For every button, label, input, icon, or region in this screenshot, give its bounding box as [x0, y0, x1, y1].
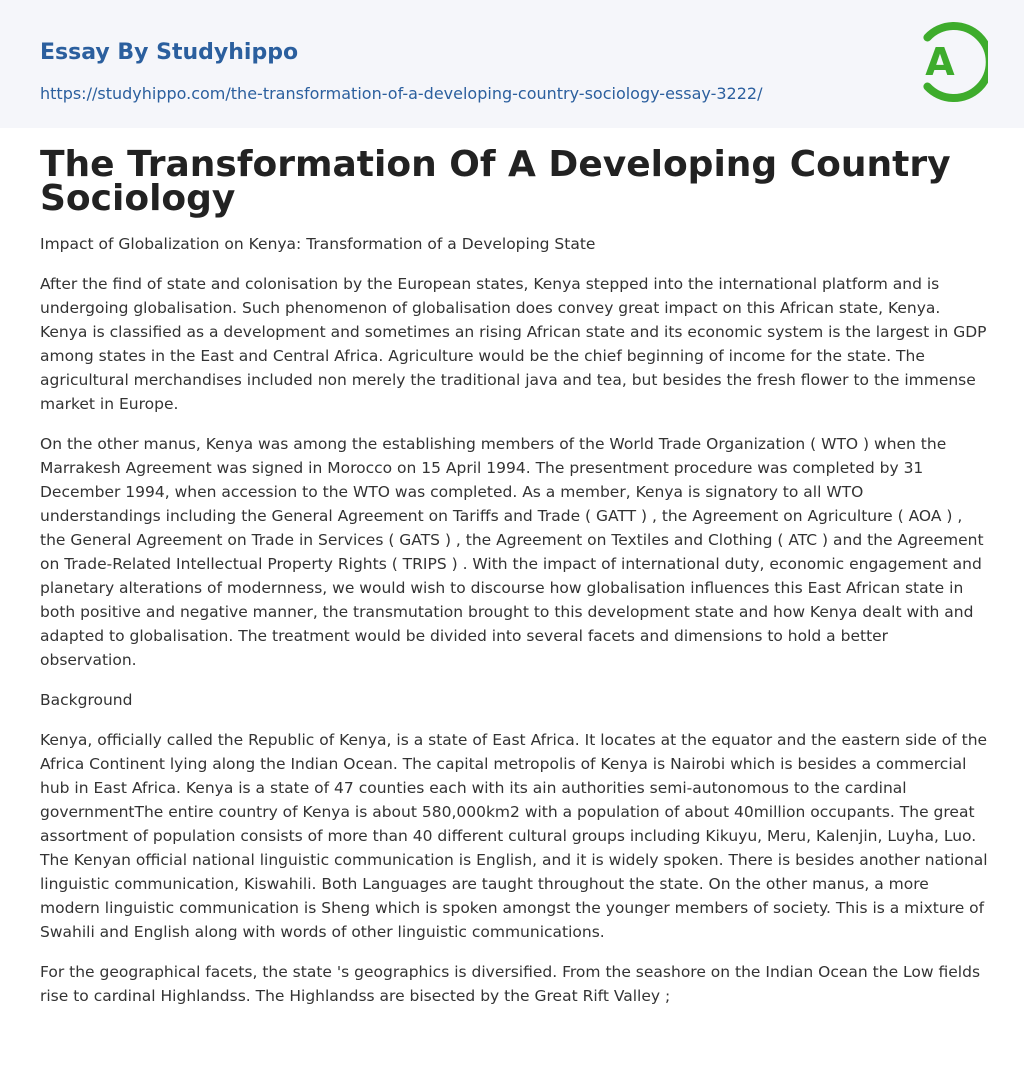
essay-paragraph: Kenya, officially called the Republic of Kenya, is a state of East Africa. It locates at the equator and the eastern side of the Africa Continent lying along the Indian Ocean. The capital metropolis of Kenya is Nairobi which is besides a commercial hub in East Africa. Kenya is a state of 47 counties each with its ain authorities semi-autonomous to the cardinal governmentThe entire country of Kenya is about 580,000km2 with a population of about 40million occupants. The great assortment of population consists of more than 40 different cultural groups including Kikuyu, Meru, Kalenjin, Luyha, Luo. The Kenyan official national linguistic communication is English, and it is widely spoken. There is besides another national linguistic communication, Kiswahili. Both Languages are taught throughout the state. On the other manus, a more modern linguistic communication is Sheng which is spoken amongst the younger members of society. This is a mixture of Swahili and English along with words of other linguistic communications.	[40, 731, 988, 941]
essay-paragraph: After the find of state and colonisation by the European states, Kenya stepped into the international platform and is undergoing globalisation. Such phenomenon of globalisation does convey great impact on this African state, Kenya. Kenya is classified as a development and sometimes an rising African state and its economic system is the largest in GDP among states in the East and Central Africa. Agriculture would be the chief beginning of income for the state. The agricultural merchandises included non merely the traditional java and tea, but besides the fresh flower to the immense market in Europe.	[40, 275, 987, 413]
essay-url-link[interactable]: https://studyhippo.com/the-transformation-of-a-developing-country-sociology-essay-3222/	[40, 84, 763, 103]
svg-text:A: A	[925, 40, 955, 84]
site-header	[0, 0, 1024, 128]
essay-paragraph: For the geographical facets, the state 's geographics is diversified. From the seashore on the Indian Ocean the Low fields rise to cardinal Highlandss. The Highlandss are bisected by the Great Rift Valley ;	[40, 963, 981, 1005]
section-heading-background: Background	[40, 691, 133, 709]
essay-paragraph: On the other manus, Kenya was among the establishing members of the World Trade Organization ( WTO ) when the Marrakesh Agreement was signed in Morocco on 15 April 1994. The presentment procedure was completed by 31 December 1994, when accession to the WTO was completed. As a member, Kenya is signatory to all WTO understandings including the General Agreement on Tariffs and Trade ( GATT ) , the Agreement on Agriculture ( AOA ) , the General Agreement on Trade in Services ( GATS ) , the Agreement on Textiles and Clothing ( ATC ) and the Agreement on Trade-Related Intellectual Property Rights ( TRIPS ) . With the impact of international duty, economic engagement and planetary alterations of modernness, we would wish to discourse how globalisation influences this East African state in both positive and negative manner, the transmutation brought to this development state and how Kenya dealt with and adapted to globalisation. The treatment would be divided into several facets and dimensions to hold a better observation.	[40, 435, 984, 669]
essay-subtitle: Impact of Globalization on Kenya: Transformation of a Developing State	[40, 235, 596, 253]
studyhippo-logo-icon[interactable]	[912, 20, 988, 104]
page-title: The Transformation Of A Developing Country Sociology	[40, 144, 951, 219]
essay-content	[40, 144, 988, 1008]
site-brand[interactable]: Essay By Studyhippo	[40, 40, 299, 65]
